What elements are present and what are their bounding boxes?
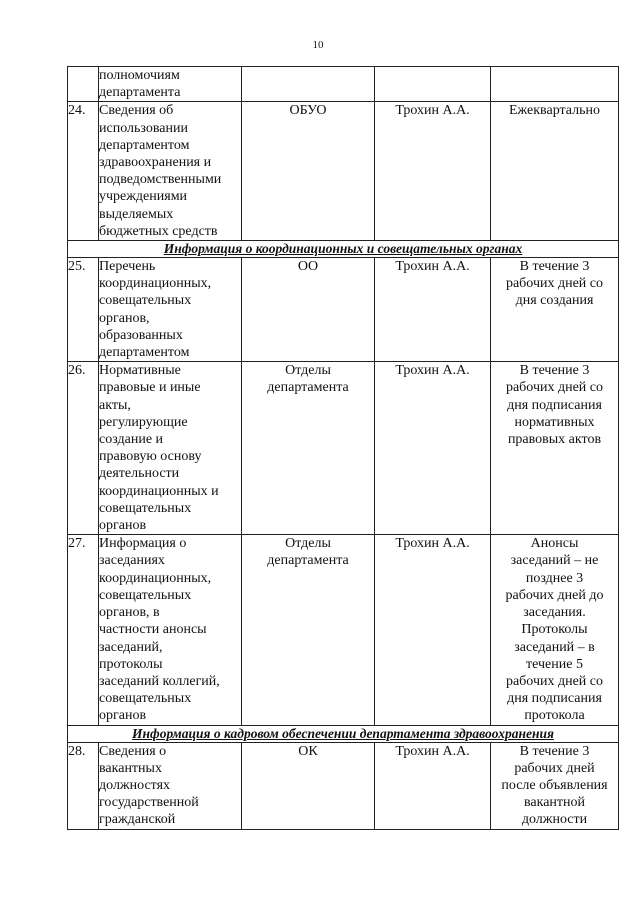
table-row — [68, 742, 619, 829]
row-term: В течение 3 рабочих дней со дня создания — [491, 258, 619, 362]
row-number: 28. — [68, 742, 99, 829]
section-title-staff: Информация о кадровом обеспечении департамента здравоохранения — [132, 725, 554, 741]
row-term: Ежеквартально — [491, 102, 619, 241]
row-number: 27. — [68, 535, 99, 725]
page-number: 10 — [312, 39, 324, 51]
row-description: Информация о заседаниях координационных, совещательных органов, в частности анонсы заседаний, протоколы заседаний коллегий, совещательных органов — [99, 535, 242, 725]
section-row — [68, 241, 619, 258]
row-term: Анонсы заседаний – не позднее 3 рабочих дней до заседания. Протоколы заседаний – в течение 5 рабочих дней со дня подписания протокола — [491, 535, 619, 725]
row-term: В течение 3 рабочих дней со дня подписания нормативных правовых актов — [491, 362, 619, 535]
row-person: Трохин А.А. — [375, 362, 491, 535]
row-term — [491, 67, 619, 102]
row-person: Трохин А.А. — [375, 535, 491, 725]
section-title-coordination: Информация о координационных и совещательных органах — [163, 241, 523, 257]
table-row — [68, 362, 619, 535]
information-table — [67, 66, 619, 830]
row-person: Трохин А.А. — [375, 102, 491, 241]
row-responsible-unit: Отделы департамента — [242, 362, 375, 535]
row-responsible-unit: Отделы департамента — [242, 535, 375, 725]
row-description: Сведения об использовании департаментом здравоохранения и подведомственными учреждениями выделяемых бюджетных средств — [99, 102, 242, 241]
row-term: В течение 3 рабочих дней после объявления вакантной должности — [491, 742, 619, 829]
row-person: Трохин А.А. — [375, 258, 491, 362]
section-row — [68, 725, 619, 742]
table-row — [68, 535, 619, 725]
table-row — [68, 258, 619, 362]
table-row — [68, 102, 619, 241]
row-number — [68, 67, 99, 102]
row-description: полномочиям департамента — [99, 67, 242, 102]
table-row — [68, 67, 619, 102]
row-responsible-unit: ОБУО — [242, 102, 375, 241]
row-description: Сведения о вакантных должностях государственной гражданской — [99, 742, 242, 829]
row-responsible-unit: ОО — [242, 258, 375, 362]
row-description: Перечень координационных, совещательных органов, образованных департаментом — [99, 258, 242, 362]
row-number: 26. — [68, 362, 99, 535]
row-number: 25. — [68, 258, 99, 362]
row-number: 24. — [68, 102, 99, 241]
row-responsible-unit: ОК — [242, 742, 375, 829]
row-person: Трохин А.А. — [375, 742, 491, 829]
row-description: Нормативные правовые и иные акты, регулирующие создание и правовую основу деятельности координационных и совещательных органов — [99, 362, 242, 535]
row-person — [375, 67, 491, 102]
row-responsible-unit — [242, 67, 375, 102]
